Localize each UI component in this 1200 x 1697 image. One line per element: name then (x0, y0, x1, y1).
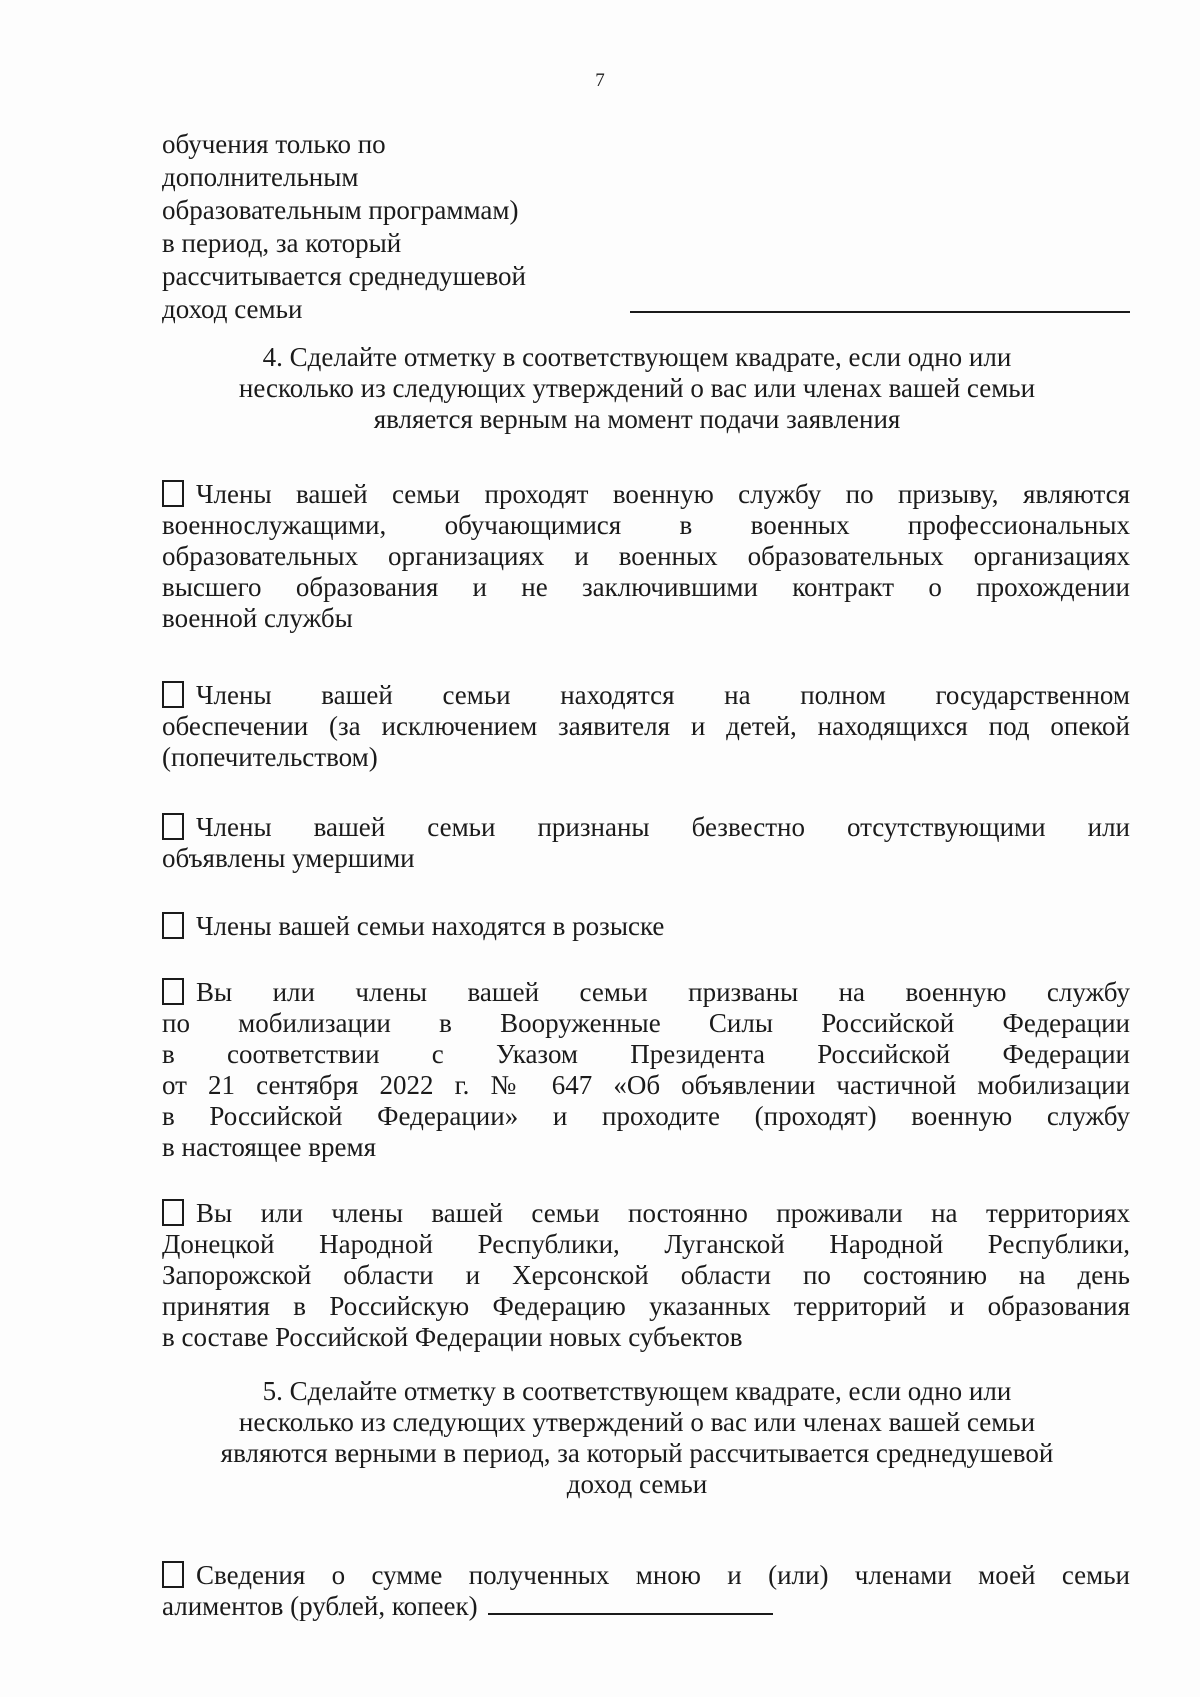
section-4-heading: 4. Сделайте отметку в соответствующем квадрате, если одно или несколько из следующих утверждений о вас или членах вашей семьи является верным на момент подачи заявления (238, 342, 1036, 434)
section-4-item-new-territories: Вы или члены вашей семьи постоянно проживали на территориях Донецкой Народной Республики, Луганской Народной Республики, Запорожской области и Херсонской области по состоянию на день принятия в Российскую Федерацию указанных территорий и образования в составе Российской Федерации новых субъектов (162, 1198, 1130, 1352)
section-4-item-state-support: Члены вашей семьи находятся на полном государственном обеспечении (за исключением заявителя и детей, находящихся под опекой (попечительством) (162, 680, 1130, 772)
income-period-label: обучения только по дополнительным образовательным программам) в период, за который рассчитывается среднедушевой доход семьи (162, 129, 526, 324)
page-number: 7 (595, 70, 605, 91)
section-5-heading: 5. Сделайте отметку в соответствующем квадрате, если одно или несколько из следующих утверждений о вас или членах вашей семьи являются верными в период, за который рассчитывается среднедушевой доход семьи (220, 1376, 1054, 1499)
section-4-item-missing-or-deceased: Члены вашей семьи признаны безвестно отсутствующими или объявлены умершими (162, 812, 1130, 873)
checkbox[interactable] (162, 813, 184, 840)
checkbox[interactable] (162, 681, 184, 708)
checkbox[interactable] (162, 912, 184, 939)
alimony-amount-input-line[interactable] (488, 1591, 773, 1615)
section-4-item-mobilization: Вы или члены вашей семьи призваны на военную службу по мобилизации в Вооруженные Силы Российской Федерации в соответствии с Указом Президента Российской Федерации от 21 сентября 2022 г. № 647 «Об объявлении частичной мобилизации в Российской Федерации» и проходите (проходят) военную службу в настоящее время (162, 977, 1130, 1162)
section-4-item-wanted: Члены вашей семьи находятся в розыске (162, 911, 1130, 942)
section-4-item-military-conscription: Члены вашей семьи проходят военную службу по призыву, являются военнослужащими, обучающимися в военных профессиональных образовательных организациях и военных образовательных организациях высшего образования и не заключившими контракт о прохождении военной службы (162, 479, 1130, 633)
section-5-item-alimony: Сведения о сумме полученных мною и (или) членами моей семьи алиментов (рублей, копеек) (162, 1560, 1130, 1621)
income-period-input-line[interactable] (630, 311, 1130, 313)
income-period-field (162, 128, 1062, 324)
checkbox[interactable] (162, 480, 184, 507)
checkbox[interactable] (162, 978, 184, 1005)
checkbox[interactable] (162, 1561, 184, 1588)
checkbox[interactable] (162, 1199, 184, 1226)
